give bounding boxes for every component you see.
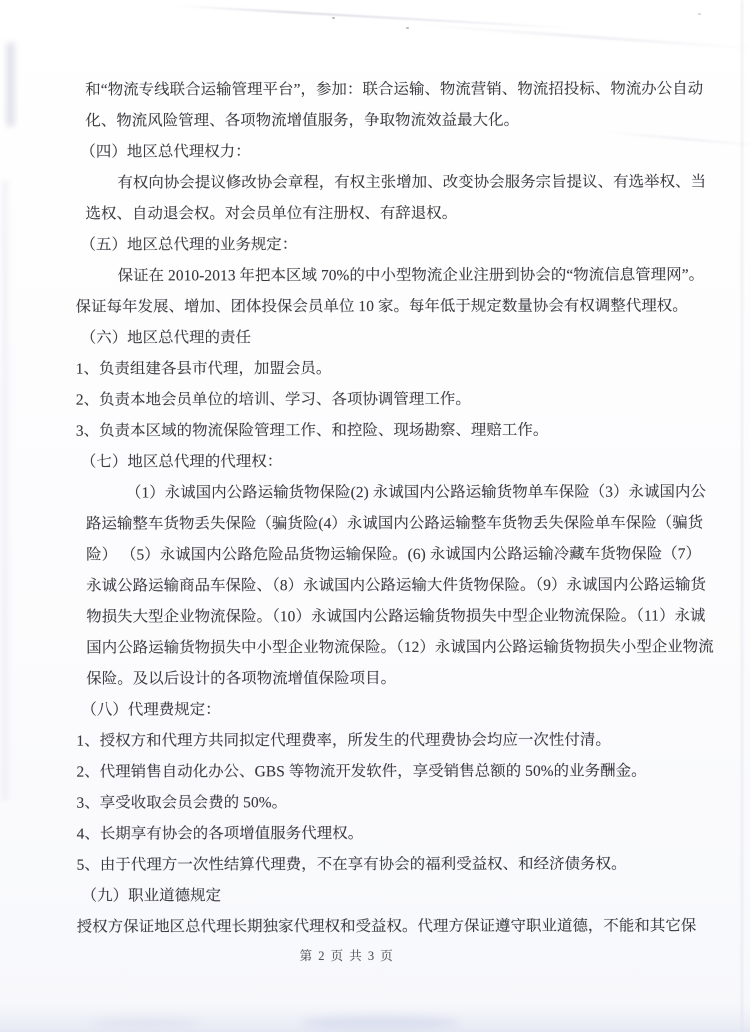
scan-speck [698,13,701,15]
scan-bottom-shadow [90,1018,200,1028]
document-line: 选权、自动退会权。对会员单位有注册权、有辞退权。 [85,204,458,223]
document-line: 1、负责组建各县市代理，加盟会员。 [75,360,332,378]
scan-edge-artifact [741,0,743,1032]
document-line: 保险。及以后设计的各项物流增值保险项目。 [86,670,397,688]
scan-crease-artifact [175,5,574,29]
document-line: （六）地区总代理的责任 [80,329,252,347]
document-line: 保证每年发展、增加、团体投保会员单位 10 家。每年低于规定数量协会有权调整代理权。 [75,297,688,316]
document-line: 物损失大型企业物流保险。（10）永诚国内公路运输货物损失中型企业物流保险。（11）永诚 [86,607,706,626]
scan-crease-artifact [420,24,750,50]
document-line: （五）地区总代理的业务规定： [80,236,298,254]
document-line: 3、享受收取会员会费的 50%。 [76,794,288,812]
document-line: （1）永诚国内公路运输货物保险(2) 永诚国内公路运输货物单车保险（3）永诚国内公 [125,483,706,502]
document-line: （七）地区总代理的代理权： [80,453,283,471]
scan-speck [406,27,409,29]
scan-streak-artifact [2,180,8,800]
document-line: 永诚公路运输商品车保险、（8）永诚国内公路运输大件货物保险。（9）永诚国内公路运输货 [86,576,706,595]
document-line: 2、负责本地会员单位的培训、学习、各项协调管理工作。 [75,390,471,409]
document-line: 3、负责本区域的物流保险管理工作、和控险、现场勘察、理赔工作。 [75,421,549,440]
document-line: 路运输整车货物丢失保险（骗货险(4）永诚国内公路运输整车货物丢失保险单车保险（骗货 [86,514,704,533]
document-line: 国内公路运输货物损失中小型企业物流保险。（12）永诚国内公路运输货物损失小型企业物流 [86,638,714,657]
document-line: 和“物流专线联合运输管理平台”，参加：联合运输、物流营销、物流招投标、物流办公自动 [85,80,704,99]
document-line: （四）地区总代理权力： [80,143,251,161]
document-line: 4、长期享有协会的各项增值服务代理权。 [76,825,364,843]
document-line: （八）代理费规定： [81,701,221,719]
document-line: 2、代理销售自动化办公、GBS 等物流开发软件，享受销售总额的 50%的业务酬金。 [76,762,647,781]
document-line: 有权向协会提议修改协会章程，有权主张增加、改变协会服务宗旨提议、有选举权、当 [117,173,707,192]
document-body-text [75,73,725,942]
scan-speck [332,17,335,19]
document-line: 授权方保证地区总代理长期独家代理权和受益权。代理方保证遵守职业道德，不能和其它保 [76,917,697,936]
document-line: 5、由于代理方一次性结算代理费，不在享有协会的福利受益权、和经济债务权。 [76,855,627,874]
document-line: 保证在 2010-2013 年把本区域 70%的中小型物流企业注册到协会的“物流信息管理网”。 [117,266,705,285]
scan-streak-artifact [6,42,15,127]
document-line: 化、物流风险管理、各项物流增值服务，争取物流效益最大化。 [85,111,520,130]
document-line: （九）职业道德规定 [81,887,222,905]
page-number-footer: 第 2 页 共 3 页 [299,949,395,963]
scan-bottom-shadow [300,1016,460,1030]
document-line: 险） （5）永诚国内公路危险品货物运输保险。(6) 永诚国内公路运输冷藏车货物保险（7） [86,545,701,564]
document-line: 1、授权方和代理方共同拟定代理费率，所发生的代理费协会均应一次性付清。 [76,731,611,750]
